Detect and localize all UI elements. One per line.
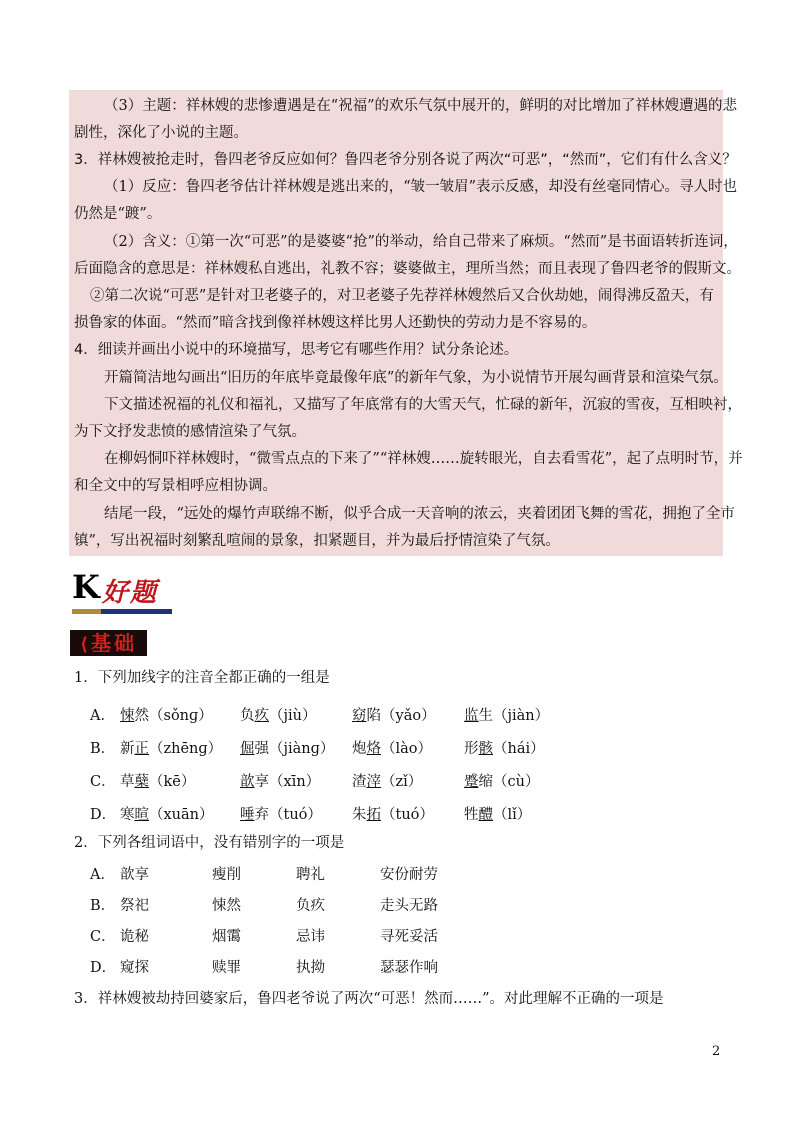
badge-icon: ⟨: [79, 634, 92, 655]
section-title: 好题: [102, 578, 159, 608]
q1-option-item: [120, 707, 213, 725]
q1-option-label: D．: [90, 807, 117, 823]
q2-option-cell: 祭祀: [120, 898, 149, 914]
q2-option-cell: 瘦削: [212, 867, 241, 883]
q1-option-item: [240, 707, 316, 725]
q2-option-cell: 烟霭: [212, 929, 241, 945]
q1-option-segment: 窈: [352, 708, 367, 724]
question-4: 4．细读并画出小说中的环境描写，思考它有哪些作用？试分条论述。: [74, 342, 519, 358]
q1-option-segment: 新: [120, 741, 135, 757]
q1-option-segment: 生（jiàn）: [478, 708, 550, 724]
q2-option-cell: 赎罪: [212, 960, 241, 976]
q4-para-4-cont: 镇”，写出祝福时刻繁乱喧闹的景象，扣紧题目，并为最后抒情渲染了气氛。: [74, 533, 560, 549]
q2-option-cell: 悚然: [212, 898, 241, 914]
q1-option-item: [352, 773, 422, 791]
q2-option-label: C．: [90, 929, 116, 945]
q2-option-cell: 走头无路: [380, 898, 438, 914]
q2-option-cell: 聘礼: [296, 867, 325, 883]
q4-para-2-cont: 为下文抒发悲愤的感情渲染了气氛。: [74, 424, 306, 440]
q1-option-segment: 疚: [254, 708, 269, 724]
q1-option-item: [464, 707, 549, 725]
q1-option-segment: 享（xīn）: [254, 774, 321, 790]
q4-para-2: 下文描述祝福的礼仪和福礼，又描写了年底常有的大雪天气，忙碌的新年，沉寂的雪夜，互相映衬，: [104, 397, 742, 413]
q1-option-segment: 醴: [478, 807, 493, 823]
subsection-label: 基础: [91, 631, 138, 655]
q3-answer-1: （1）反应：鲁四老爷估计祥林嫂是逃出来的，“皱一皱眉”表示反感，却没有丝毫同情心。寻人时也: [104, 179, 738, 195]
q1-option-segment: 炮: [352, 741, 367, 757]
q2-option-cell: 诡秘: [120, 929, 149, 945]
q1-option-segment: （kē）: [149, 774, 196, 790]
q1-option-segment: 蘖: [134, 774, 149, 790]
theme-line-cont: 剧性，深化了小说的主题。: [74, 125, 248, 141]
q1-option-segment: 陷（yǎo）: [366, 708, 436, 724]
q1-option-segment: （lǐ）: [493, 807, 532, 823]
q2-option-cell: 忌讳: [296, 929, 325, 945]
q1-option-item: [464, 773, 539, 791]
q1-option-item: [240, 773, 320, 791]
q1-option-item: [120, 806, 214, 824]
section-letter: K: [72, 568, 100, 606]
q1-option-segment: 强（jiànɡ）: [254, 741, 335, 757]
q1-option-item: [352, 740, 432, 758]
q1-option-segment: 歆: [240, 774, 255, 790]
q2-option-label: A．: [90, 867, 115, 883]
q1-option-segment: （hái）: [493, 741, 545, 757]
q4-para-4: 结尾一段，“远处的爆竹声联绵不断，似乎合成一天音响的浓云，夹着团团飞舞的雪花，拥抱了全市: [104, 506, 735, 522]
q3-answer-1-cont: 仍然是“踱”。: [74, 206, 162, 222]
heading-underline-gold: [72, 609, 101, 614]
q1-option-segment: 烙: [366, 741, 381, 757]
subsection-badge: [70, 630, 147, 656]
q1-option-segment: 滓: [366, 774, 381, 790]
q1-option-segment: 负: [240, 708, 255, 724]
q2-option-cell: 执拗: [296, 960, 325, 976]
q1-option-item: [120, 773, 195, 791]
q1-option-label: B．: [90, 741, 116, 757]
q2-stem: 2．下列各组词语中，没有错别字的一项是: [74, 835, 345, 851]
q1-stem: 1．下列加线字的注音全都正确的一组是: [74, 670, 330, 686]
q1-option-item: [352, 707, 436, 725]
page-number: 2: [712, 1044, 721, 1059]
q1-option-segment: （lào）: [381, 741, 433, 757]
q1-option-segment: 渣: [352, 774, 367, 790]
q2-option-cell: 安份耐劳: [380, 867, 438, 883]
q1-option-segment: 悚: [120, 708, 135, 724]
q1-option-segment: 然（sǒnɡ）: [134, 708, 213, 724]
q3-answer-2: （2）含义：①第一次“可恶”的是婆婆“抢”的举动，给自己带来了麻烦。“然而”是书面语转折连词，: [104, 234, 738, 250]
q1-option-segment: 骸: [478, 741, 493, 757]
q2-option-cell: 歆享: [120, 867, 149, 883]
q1-option-segment: 牲: [464, 807, 479, 823]
q1-option-item: [352, 806, 434, 824]
question-3: 3．祥林嫂被抢走时，鲁四老爷反应如何？鲁四老爷分别各说了两次“可恶”，“然而”，它们有什么含义？: [74, 152, 737, 168]
q1-option-segment: （zǐ）: [381, 774, 423, 790]
q3-answer-2-cont: 后面隐含的意思是：祥林嫂私自逃出，礼教不容；婆婆做主，理所当然；而且表现了鲁四老爷的假斯文。: [74, 261, 741, 277]
q2-option-cell: 窥探: [120, 960, 149, 976]
q1-option-item: [240, 806, 322, 824]
q1-option-segment: 倔: [240, 741, 255, 757]
q1-option-segment: 朱: [352, 807, 367, 823]
q3-stem: 3．祥林嫂被劫持回婆家后，鲁四老爷说了两次“可恶！然而……”。对此理解不正确的一项是: [74, 991, 664, 1007]
q1-option-segment: （tuó）: [381, 807, 434, 823]
q1-option-segment: （jiù）: [269, 708, 317, 724]
q1-option-segment: （xuān）: [149, 807, 214, 823]
q1-option-label: A．: [90, 708, 115, 724]
q4-para-1: 开篇简洁地勾画出“旧历的年底毕竟最像年底”的新年气象，为小说情节开展勾画背景和渲染气氛。: [104, 370, 728, 386]
q2-option-cell: 寻死妥活: [380, 929, 438, 945]
q3-answer-3-cont: 损鲁家的体面。“然而”暗含找到像祥林嫂这样比男人还勤快的劳动力是不容易的。: [74, 315, 597, 331]
q1-option-item: [240, 740, 334, 758]
q1-option-segment: 缩（cù）: [478, 774, 540, 790]
theme-line: （3）主题：祥林嫂的悲惨遭遇是在“祝福”的欢乐气氛中展开的，鲜明的对比增加了祥林嫂遭遇的悲: [104, 98, 738, 114]
q1-option-item: [120, 740, 222, 758]
q1-option-segment: 唾: [240, 807, 255, 823]
q1-option-item: [464, 740, 545, 758]
q1-option-segment: 正: [134, 741, 149, 757]
q1-option-label: C．: [90, 774, 116, 790]
q1-option-segment: 拓: [366, 807, 381, 823]
q2-option-cell: 负疚: [296, 898, 325, 914]
q2-option-cell: 瑟瑟作响: [380, 960, 438, 976]
q1-option-segment: 寒: [120, 807, 135, 823]
q2-option-label: D．: [90, 960, 117, 976]
q1-option-segment: 弃（tuó）: [254, 807, 322, 823]
q1-option-segment: 监: [464, 708, 479, 724]
q4-para-3: 在柳妈恫吓祥林嫂时，“微雪点点的下来了”“祥林嫂……旋转眼光，自去看雪花”，起了点明时节，并: [104, 451, 743, 467]
q1-option-segment: 草: [120, 774, 135, 790]
q1-option-item: [464, 806, 531, 824]
q1-option-segment: 暄: [134, 807, 149, 823]
q1-option-segment: 蹙: [464, 774, 479, 790]
q2-option-label: B．: [90, 898, 116, 914]
q1-option-segment: 形: [464, 741, 479, 757]
q4-para-3-cont: 和全文中的写景相呼应相协调。: [74, 478, 277, 494]
heading-underline-navy: [101, 609, 172, 614]
q1-option-segment: （zhēnɡ）: [149, 741, 223, 757]
q3-answer-3: ②第二次说“可恶”是针对卫老婆子的，对卫老婆子先荐祥林嫂然后又合伙劫她，闹得沸反盈天，有: [90, 288, 714, 304]
